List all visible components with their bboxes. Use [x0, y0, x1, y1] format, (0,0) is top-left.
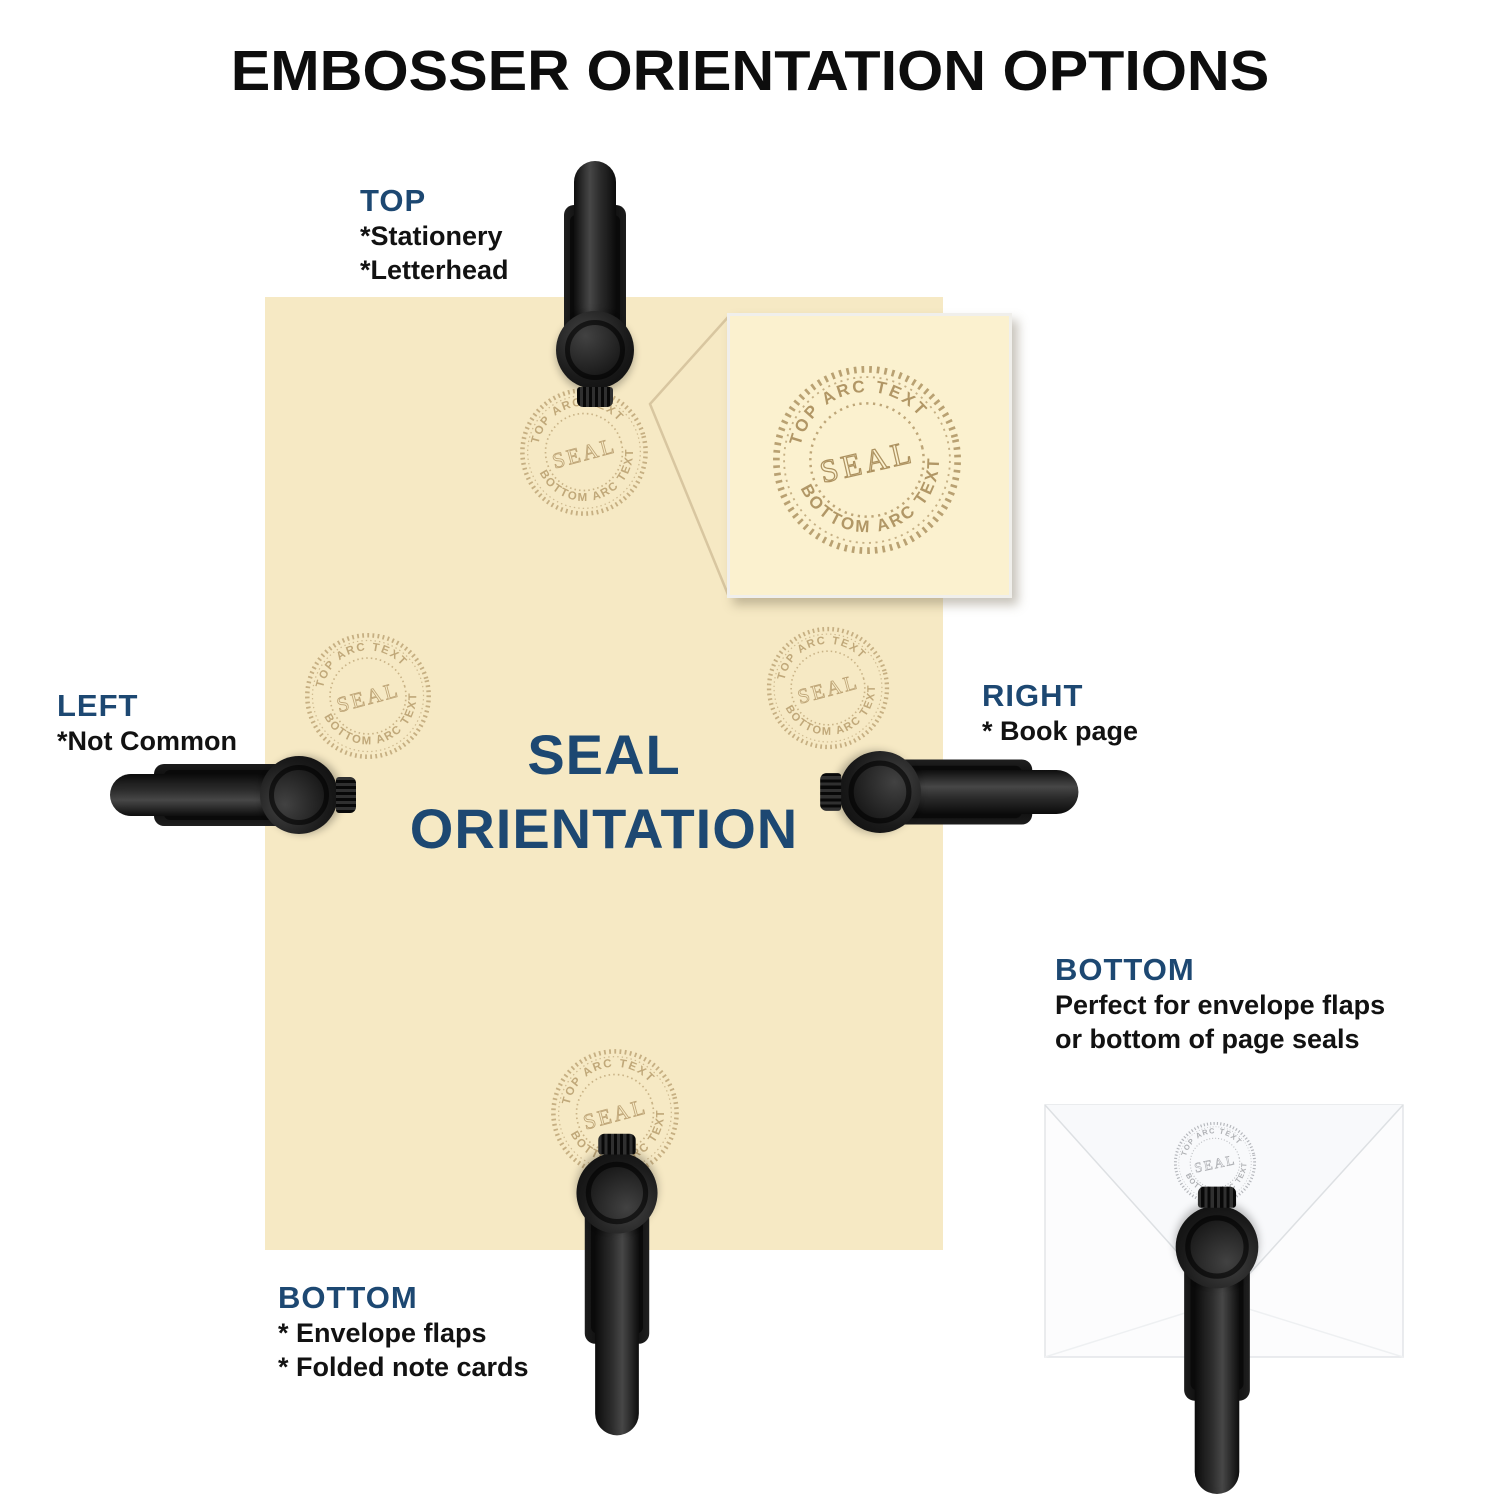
callout-right-heading: RIGHT [982, 678, 1084, 713]
callout-top-item: *Stationery [360, 220, 503, 251]
callout-top [360, 183, 509, 288]
embosser-clamp-left [110, 745, 370, 845]
callout-right-item: * Book page [982, 715, 1139, 746]
embosser-head [1176, 1206, 1259, 1289]
seal-orientation-line1: SEAL [527, 723, 681, 786]
seal-orientation-line2: ORIENTATION [409, 796, 799, 860]
callout-top-heading: TOP [360, 183, 427, 218]
embosser-die-stub [1198, 1187, 1236, 1208]
embosser-head [556, 311, 634, 389]
embosser-handle [110, 774, 278, 816]
embosser-handle [1195, 1269, 1240, 1494]
embosser-die-stub [336, 777, 356, 813]
callout-bottom-heading: BOTTOM [278, 1280, 418, 1315]
embosser-clamp-envelope [1164, 1172, 1270, 1448]
callout-bottom-right-line: or bottom of page seals [1055, 1024, 1360, 1055]
callout-top-item: *Letterhead [360, 255, 509, 286]
embosser-clamp-right [805, 740, 1078, 845]
embosser-handle [574, 161, 616, 329]
callout-left-item: *Not Common [57, 725, 237, 756]
embosser-head [576, 1152, 657, 1233]
callout-bottom-right-heading: BOTTOM [1055, 952, 1195, 987]
embosser-handle [595, 1215, 639, 1435]
embosser-clamp-top [545, 161, 645, 421]
embosser-die-stub [820, 773, 841, 811]
callout-bottom-right-line: Perfect for envelope flaps [1055, 989, 1386, 1020]
callout-right [982, 678, 1138, 748]
callout-left [57, 688, 237, 758]
callout-bottom-right [1055, 952, 1385, 1057]
embosser-handle [902, 770, 1078, 814]
page-title: EMBOSSER ORIENTATION OPTIONS [230, 39, 1270, 103]
callout-bottom-item: * Envelope flaps [278, 1317, 487, 1348]
callout-bottom [278, 1280, 529, 1385]
callout-bottom-item: * Folded note cards [278, 1352, 529, 1383]
embosser-die-stub [577, 387, 613, 407]
embosser-head [839, 751, 921, 833]
embosser-die-stub [598, 1134, 635, 1155]
embosser-clamp-bottom [565, 1119, 669, 1389]
callout-left-heading: LEFT [57, 688, 139, 723]
embosser-head [260, 756, 338, 834]
